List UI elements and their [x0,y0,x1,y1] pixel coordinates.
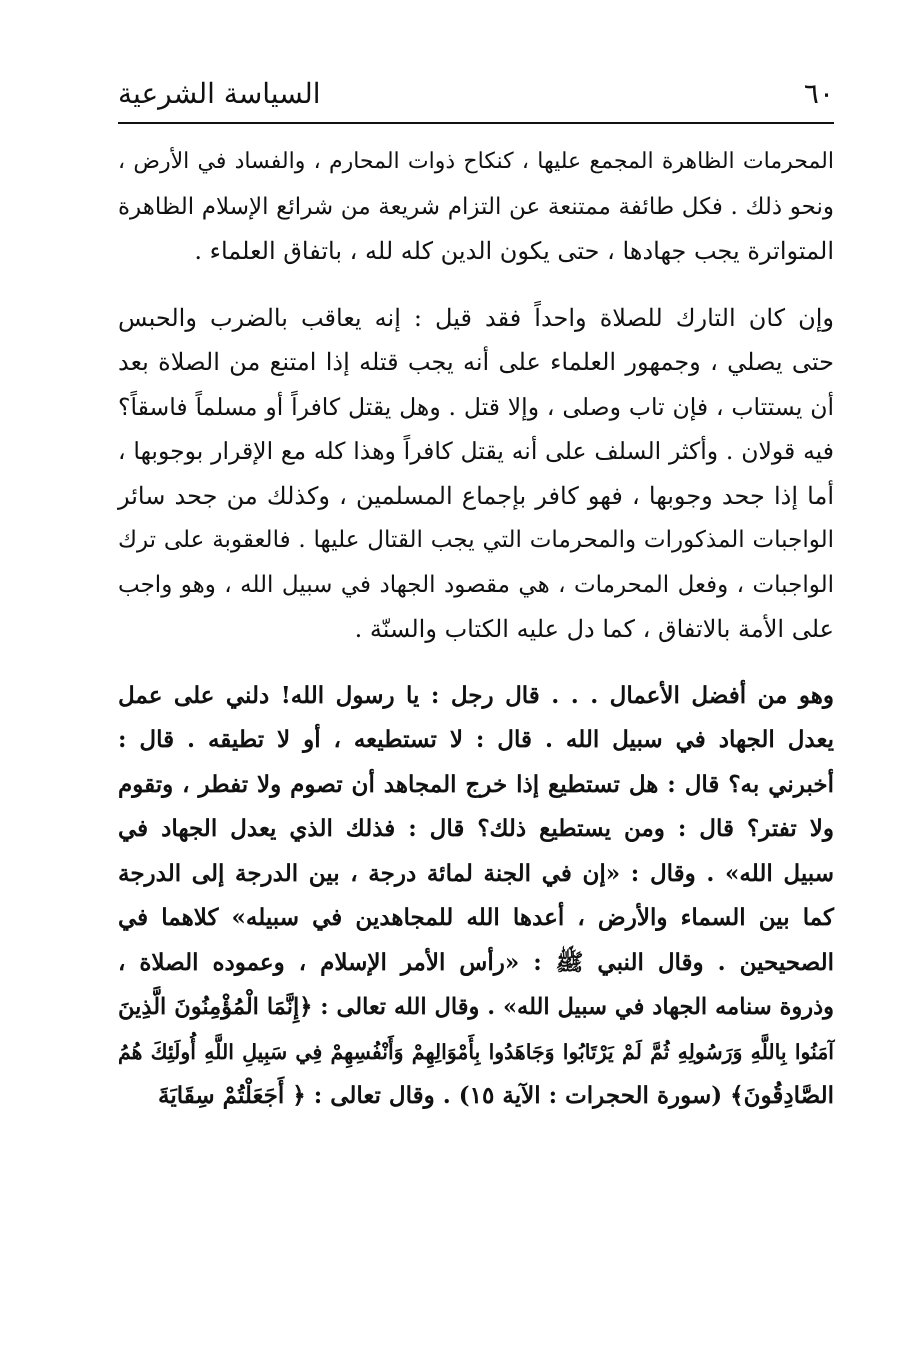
running-title: السياسة الشرعية [118,77,321,110]
text-line: وهو من أفضل الأعمال . . . قال رجل : يا رسول الله! دلني على عمل [118,681,834,709]
page-header [118,72,834,124]
text-line: أما إذا جحد وجوبها ، فهو كافر بإجماع المسلمين ، وكذلك من جحد سائر [118,481,834,510]
paragraph-2 [118,296,834,652]
text-line: المتواترة يجب جهادها ، حتى يكون الدين كله لله ، باتفاق العلماء . [194,237,834,265]
text-line: وذروة سنامه الجهاد في سبيل الله» . وقال الله تعالى : ﴿إِنَّمَا الْمُؤْمِنُونَ الَّذِينَ [118,994,834,1020]
quran-verse-line: آمَنُوا بِاللَّهِ وَرَسُولِهِ ثُمَّ لَمْ يَرْتَابُوا وَجَاهَدُوا بِأَمْوَالِهِمْ وَأَنْفُسِهِمْ فِي سَبِيلِ اللَّهِ أُولَئِكَ هُمُ [118,1039,834,1064]
text-line: أخبرني به؟ قال : هل تستطيع إذا خرج المجاهد أن تصوم ولا تفطر ، وتقوم [118,770,834,798]
text-line: الصحيحين . وقال النبي ﷺ : «رأس الأمر الإسلام ، وعموده الصلاة ، [118,948,834,976]
text-line: المحرمات الظاهرة المجمع عليها ، كنكاح ذوات المحارم ، والفساد في الأرض ، [118,149,834,174]
text-line: الصَّادِقُونَ﴾ (سورة الحجرات : الآية ١٥) . وقال تعالى : ﴿ أَجَعَلْتُمْ سِقَايَةَ [158,1082,834,1109]
text-line: يعدل الجهاد في سبيل الله . قال : لا تستطيعه ، أو لا تطيقه . قال : [118,726,834,753]
paragraph-3 [118,674,834,1119]
text-line: ولا تفتر؟ قال : ومن يستطيع ذلك؟ قال : فذلك الذي يعدل الجهاد في [118,815,834,842]
page-number: ٦٠ [803,77,834,110]
text-line: فيه قولان . وأكثر السلف على أنه يقتل كافراً وهذا كله مع الإقرار بوجوبها ، [118,437,834,465]
paragraph-1 [118,140,834,274]
text-line: وإن كان التارك للصلاة واحداً فقد قيل : إنه يعاقب بالضرب والحبس [118,303,834,332]
text-line: على الأمة بالاتفاق ، كما دل عليه الكتاب والسنّة . [354,615,834,643]
text-line: كما بين السماء والأرض ، أعدها الله للمجاهدين في سبيله» كلاهما في [118,904,834,931]
text-line: حتى يصلي ، وجمهور العلماء على أنه يجب قتله إذا امتنع من الصلاة بعد [118,348,834,376]
text-line: الواجبات المذكورات والمحرمات التي يجب القتال عليها . فالعقوبة على ترك [118,527,834,553]
text-line: الواجبات ، وفعل المحرمات ، هي مقصود الجهاد في سبيل الله ، وهو واجب [118,571,834,598]
text-line: ونحو ذلك . فكل طائفة ممتنعة عن التزام شريعة من شرائع الإسلام الظاهرة [118,193,834,220]
text-line: أن يستتاب ، فإن تاب وصلى ، وإلا قتل . وهل يقتل كافراً أو مسلماً فاسقاً؟ [118,392,834,421]
page-body [118,140,834,1119]
text-line: سبيل الله» . وقال : «إن في الجنة لمائة درجة ، بين الدرجة إلى الدرجة [118,859,834,887]
